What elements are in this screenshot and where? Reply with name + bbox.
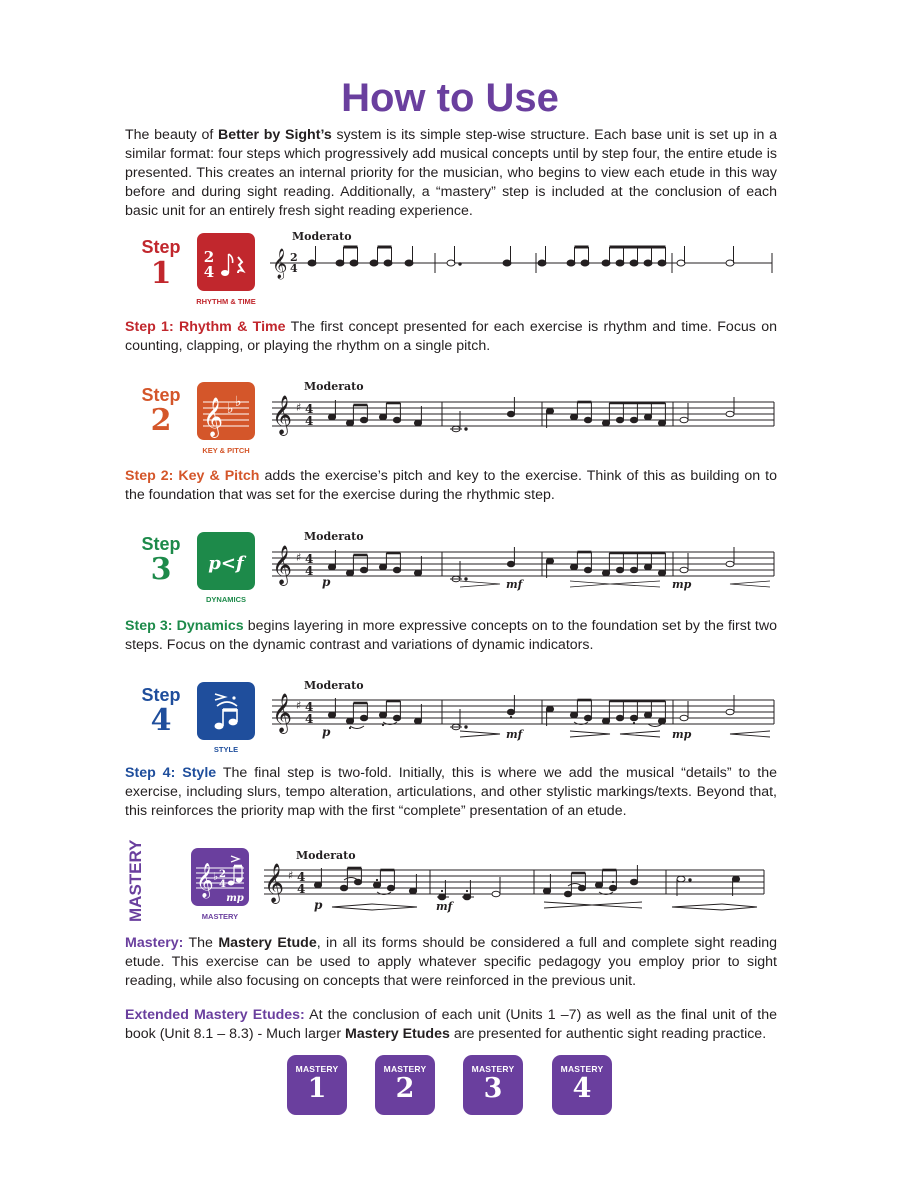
svg-text:mp: mp <box>672 728 692 741</box>
mastery-1-button[interactable]: MASTERY 1 <box>287 1055 347 1115</box>
svg-text:4: 4 <box>305 552 314 566</box>
svg-text:𝄞: 𝄞 <box>272 249 288 279</box>
rhythm-time-icon <box>197 233 255 291</box>
svg-text:4: 4 <box>305 712 314 726</box>
svg-text:𝄞: 𝄞 <box>203 397 224 437</box>
step4-description: Step 4: Style The final step is two-fold. Initially, this is where we add the musical “details” to the exercise, including slurs, tempo alteration, articulations, and other stylistic markings/texts. Beyond that, this reinforces the priority map with the first “complete” presentation of an etude. <box>125 765 777 819</box>
svg-text:4: 4 <box>305 414 314 428</box>
step4-caption: STYLE <box>213 745 239 754</box>
mastery-caption: MASTERY <box>201 912 239 921</box>
step3-caption: DYNAMICS <box>205 595 246 604</box>
svg-text:p: p <box>322 575 331 589</box>
key-pitch-icon <box>197 382 255 440</box>
step2-number: 2 <box>150 403 172 438</box>
svg-text:mf: mf <box>436 900 453 913</box>
step2-staff <box>270 378 780 440</box>
svg-text:mf: mf <box>506 728 523 741</box>
mastery-description: Mastery: The Mastery Etude, in all its forms should be considered a full and complete sight reading etude. This exercise can be used to apply whatever specific pedagogy you employ prior to sight reading, while also focusing on concepts that were reinforced in the previous unit. <box>125 935 778 989</box>
step4-word: Step <box>141 685 181 705</box>
svg-text:𝄞: 𝄞 <box>272 395 293 435</box>
svg-text:2: 2 <box>219 869 226 880</box>
extended-mastery-description: Extended Mastery Etudes: At the conclusion of each unit (Units 1 –7) as well as the final unit of the book (Unit 8.1 – 8.3) - Much larger Mastery Etudes are presented for authentic sight reading practice. <box>125 1007 777 1042</box>
svg-text:𝄞: 𝄞 <box>264 863 285 903</box>
svg-text:Moderato: Moderato <box>304 679 364 692</box>
svg-text:𝄞: 𝄞 <box>272 693 293 733</box>
svg-text:♭: ♭ <box>235 394 242 410</box>
svg-text:mp: mp <box>672 578 692 591</box>
svg-text:4: 4 <box>203 263 215 281</box>
step1-word: Step <box>141 237 181 257</box>
mastery-4-button[interactable]: MASTERY 4 <box>552 1055 612 1115</box>
intro-paragraph: The beauty of Better by Sight’s system is its simple step-wise structure. Each base unit is set up in a similar format: four steps which progressively add musical concepts until by step four, the entire etude is presented. This creates an internal priority for the musician, who begins to view each etude in this way before and during sight reading. Additionally, a “mastery” step is included at the conclusion of each basic unit for an entirely fresh sight reading experience. <box>125 127 777 219</box>
step2-caption: KEY & PITCH <box>202 446 250 455</box>
svg-text:4: 4 <box>305 402 314 416</box>
svg-text:2: 2 <box>203 248 215 266</box>
svg-text:4: 4 <box>219 879 226 890</box>
mastery-2-button[interactable]: MASTERY 2 <box>375 1055 435 1115</box>
step1-caption: RHYTHM & TIME <box>196 297 256 306</box>
svg-text:mp: mp <box>226 893 244 904</box>
mastery-staff <box>262 846 772 916</box>
svg-text:4: 4 <box>305 700 314 714</box>
svg-text:Moderato: Moderato <box>304 530 364 543</box>
page-title: How to Use <box>341 76 559 120</box>
svg-text:♭: ♭ <box>213 870 219 883</box>
step1-staff <box>270 228 780 280</box>
svg-text:mf: mf <box>506 578 523 591</box>
step1-description: Step 1: Rhythm & Time The first concept presented for each exercise is rhythm and time. Focus on counting, clapping, or playing the rhythm on a single pitch. <box>125 319 777 354</box>
svg-text:𝄞: 𝄞 <box>272 545 293 585</box>
dynamics-icon <box>197 532 255 590</box>
step4-number: 4 <box>150 703 172 738</box>
svg-text:4: 4 <box>297 870 306 884</box>
svg-text:𝄞: 𝄞 <box>196 863 214 898</box>
mastery-3-button[interactable]: MASTERY 3 <box>463 1055 523 1115</box>
svg-text:Moderato: Moderato <box>304 380 364 393</box>
svg-text:♯: ♯ <box>296 401 302 414</box>
svg-text:2: 2 <box>290 251 298 264</box>
svg-text:♯: ♯ <box>288 869 294 882</box>
step3-description: Step 3: Dynamics begins layering in more expressive concepts on to the foundation set by the first two steps. Focus on the dynamic contrast and variations of dynamic indicators. <box>125 618 777 653</box>
step3-word: Step <box>141 534 181 554</box>
svg-text:p: p <box>322 725 331 739</box>
mastery-icon <box>191 848 249 906</box>
step3-staff <box>270 528 780 592</box>
step4-staff <box>270 676 780 742</box>
svg-text:♯: ♯ <box>296 551 302 564</box>
svg-text:4: 4 <box>297 882 306 896</box>
tempo-marking: Moderato <box>292 230 352 243</box>
step3-number: 3 <box>150 552 172 587</box>
svg-text:p<f: p<f <box>208 553 244 574</box>
mastery-vertical-label: MASTERY <box>126 839 145 922</box>
svg-text:4: 4 <box>305 564 314 578</box>
step1-number: 1 <box>150 256 172 291</box>
svg-text:4: 4 <box>290 262 298 275</box>
svg-text:Moderato: Moderato <box>296 849 356 862</box>
style-icon <box>197 682 255 740</box>
svg-text:♭: ♭ <box>227 401 234 417</box>
step2-description: Step 2: Key & Pitch adds the exercise’s pitch and key to the exercise. Think of this as building on to the foundation that was set for the exercise during the rhythmic step. <box>125 468 777 503</box>
svg-text:p: p <box>314 898 323 912</box>
step2-word: Step <box>141 385 181 405</box>
svg-text:♯: ♯ <box>296 699 302 712</box>
